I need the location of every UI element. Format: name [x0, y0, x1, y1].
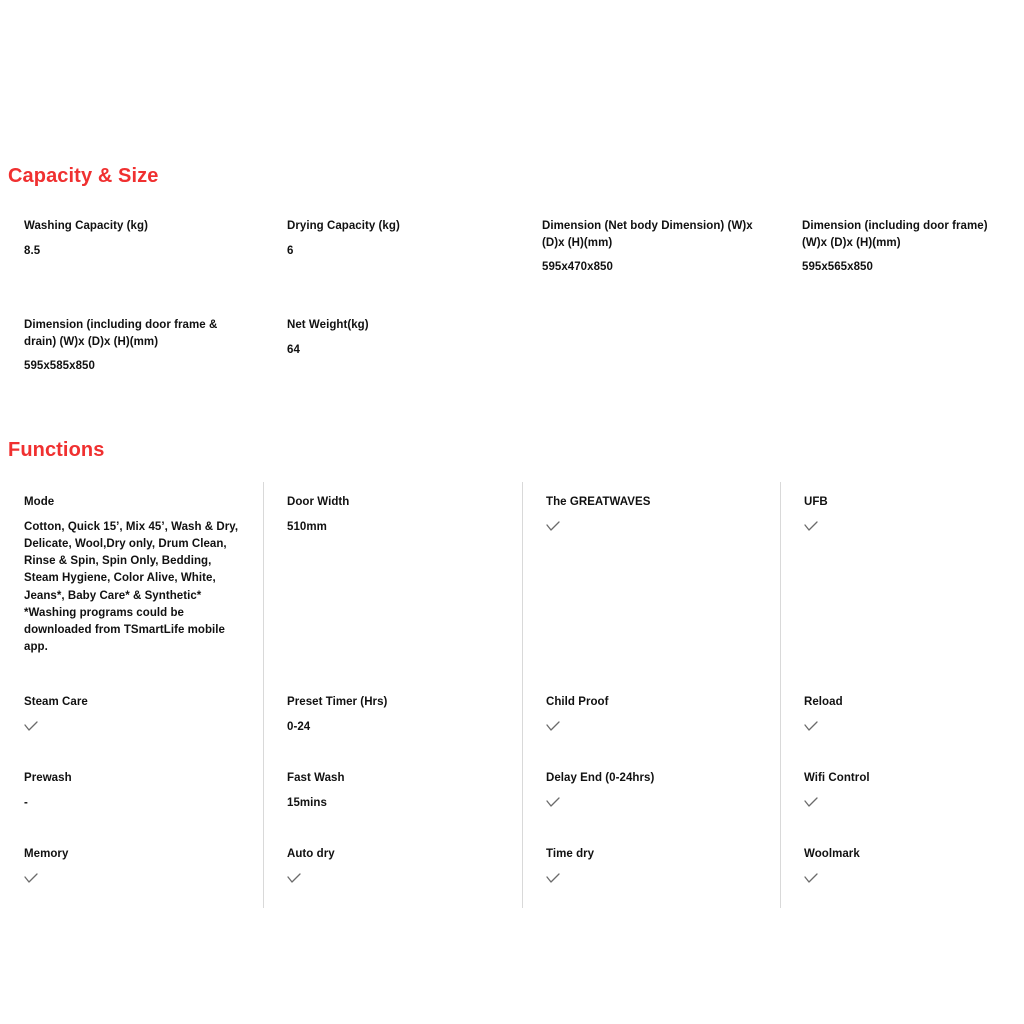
spec-label: Memory	[24, 848, 69, 860]
check-icon	[546, 721, 560, 733]
spec-cell	[263, 834, 522, 908]
check-icon	[804, 721, 818, 733]
spec-cell	[263, 682, 522, 758]
spec-value	[24, 719, 249, 739]
spec-cell	[522, 758, 780, 834]
spec-label: Dimension (including door frame & drain) (W)x (D)x (H)(mm)	[24, 319, 218, 348]
spec-value: 595x565x850	[802, 261, 873, 274]
spec-label: Reload	[804, 696, 843, 708]
spec-cell	[518, 206, 778, 305]
spec-label: Net Weight(kg)	[287, 319, 369, 331]
spec-cell	[780, 758, 1024, 834]
spec-label: Wifi Control	[804, 772, 870, 784]
spec-value: 510mm	[287, 520, 327, 533]
spec-cell	[263, 482, 522, 682]
spec-cell	[0, 682, 263, 758]
spec-cell	[780, 682, 1024, 758]
spec-value	[546, 719, 766, 739]
spec-label: Time dry	[546, 848, 595, 860]
spec-label: Steam Care	[24, 696, 88, 708]
spec-label: Mode	[24, 496, 55, 508]
check-icon	[546, 521, 560, 533]
spec-label: Auto dry	[287, 848, 335, 860]
functions-grid	[0, 482, 1024, 926]
spec-value	[546, 519, 766, 539]
spec-label: Fast Wash	[287, 772, 345, 784]
spec-cell	[522, 482, 780, 682]
check-icon	[546, 873, 560, 885]
spec-value	[804, 519, 1010, 539]
spec-value: Cotton, Quick 15’, Mix 45’, Wash & Dry, Delicate, Wool,Dry only, Drum Clean, Rinse & Spin, Spin Only, Bedding, Steam Hygiene, Color Alive, White, Jeans*, Baby Care* & Synthetic* *Washing programs could be downloaded from TSmartLife mobile app.	[24, 520, 239, 654]
spec-cell	[780, 482, 1024, 682]
spec-label: Dimension (including door frame) (W)x (D)x (H)(mm)	[802, 220, 988, 249]
check-icon	[546, 797, 560, 809]
spec-value	[546, 871, 766, 891]
check-icon	[804, 521, 818, 533]
spec-cell-empty	[778, 305, 1024, 404]
spec-label: The GREATWAVES	[546, 496, 651, 508]
spec-cell	[0, 206, 263, 305]
capacity-size-grid	[0, 206, 1024, 404]
spec-label: Preset Timer (Hrs)	[287, 696, 388, 708]
spec-value	[24, 871, 249, 891]
spec-value: 64	[287, 343, 300, 356]
spec-label: Child Proof	[546, 696, 609, 708]
spec-label: Washing Capacity (kg)	[24, 220, 148, 232]
spec-cell	[0, 834, 263, 908]
spec-label: Prewash	[24, 772, 72, 784]
spec-cell	[0, 758, 263, 834]
spec-value	[804, 871, 1010, 891]
spec-cell	[522, 682, 780, 758]
spec-label: UFB	[804, 496, 828, 508]
spec-cell	[0, 482, 263, 682]
check-icon	[24, 721, 38, 733]
spec-label: Delay End (0-24hrs)	[546, 772, 655, 784]
spec-value	[287, 871, 508, 891]
section-title-capacity: Capacity & Size	[8, 165, 159, 187]
spec-label: Door Width	[287, 496, 350, 508]
spec-value: 8.5	[24, 244, 41, 257]
spec-cell-empty	[518, 305, 778, 404]
spec-cell	[263, 758, 522, 834]
spec-cell	[263, 206, 518, 305]
spec-cell	[780, 834, 1024, 908]
check-icon	[804, 797, 818, 809]
spec-label: Woolmark	[804, 848, 860, 860]
spec-value: -	[24, 796, 28, 809]
spec-value	[804, 719, 1010, 739]
spec-value: 595x585x850	[24, 360, 95, 373]
spec-cell	[0, 305, 263, 404]
check-icon	[804, 873, 818, 885]
check-icon	[24, 873, 38, 885]
spec-cell	[778, 206, 1024, 305]
spec-cell	[263, 305, 518, 404]
spec-value	[546, 795, 766, 815]
spec-value: 595x470x850	[542, 261, 613, 274]
spec-label: Dimension (Net body Dimension) (W)x (D)x (H)(mm)	[542, 220, 753, 249]
check-icon	[287, 873, 301, 885]
spec-cell	[522, 834, 780, 908]
spec-label: Drying Capacity (kg)	[287, 220, 400, 232]
spec-value: 6	[287, 244, 294, 257]
section-title-functions: Functions	[8, 439, 105, 461]
spec-value: 15mins	[287, 796, 327, 809]
spec-value: 0-24	[287, 720, 311, 733]
spec-value	[804, 795, 1010, 815]
